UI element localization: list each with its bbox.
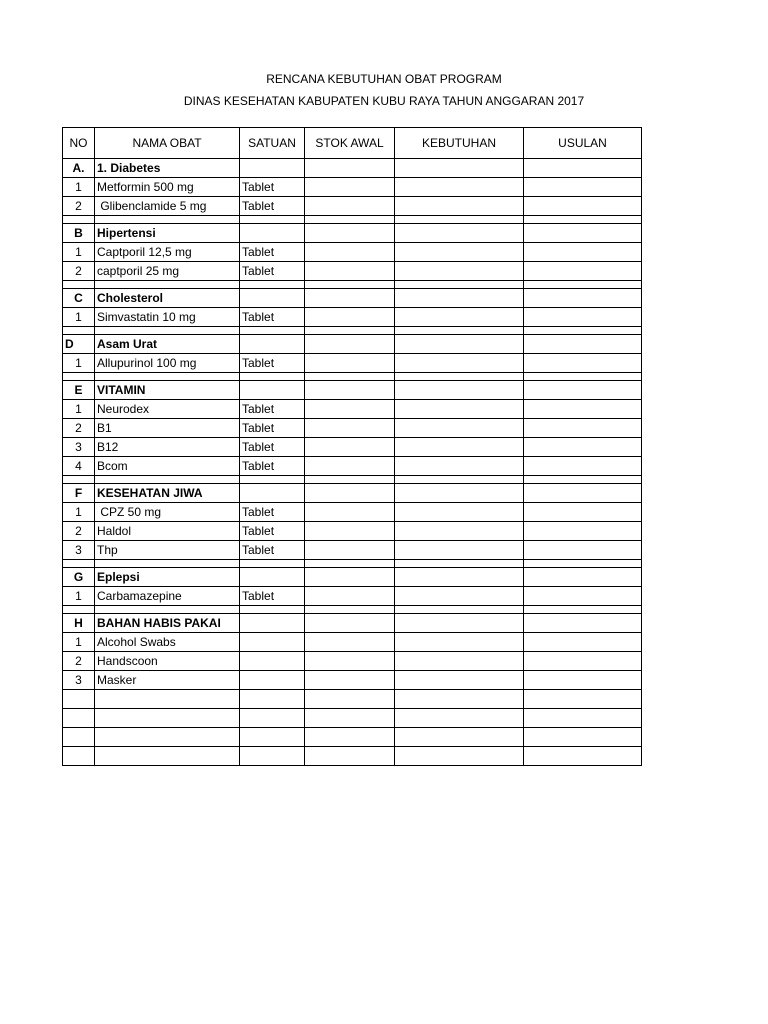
table-row bbox=[63, 178, 642, 197]
usulan-cell bbox=[524, 308, 642, 327]
stok-awal-cell bbox=[305, 438, 395, 457]
document-subtitle: DINAS KESEHATAN KABUPATEN KUBU RAYA TAHUN ANGGARAN 2017 bbox=[183, 94, 585, 108]
table-row bbox=[63, 197, 642, 216]
unit-cell bbox=[240, 381, 305, 400]
usulan-cell bbox=[524, 400, 642, 419]
spacer-row bbox=[63, 373, 642, 381]
row-number: 1 bbox=[63, 633, 95, 652]
table-row bbox=[63, 652, 642, 671]
unit-cell bbox=[240, 652, 305, 671]
empty-cell bbox=[95, 747, 240, 766]
empty-cell bbox=[524, 709, 642, 728]
unit-cell: Tablet bbox=[240, 438, 305, 457]
empty-cell bbox=[240, 476, 305, 484]
empty-cell bbox=[63, 747, 95, 766]
unit-cell: Tablet bbox=[240, 197, 305, 216]
kebutuhan-cell bbox=[395, 503, 524, 522]
medicine-name: Cholesterol bbox=[95, 289, 240, 308]
medicine-name: VITAMIN bbox=[95, 381, 240, 400]
empty-cell bbox=[524, 690, 642, 709]
unit-cell bbox=[240, 484, 305, 503]
stok-awal-cell bbox=[305, 159, 395, 178]
table-row bbox=[63, 308, 642, 327]
table-row bbox=[63, 419, 642, 438]
table-row bbox=[63, 633, 642, 652]
usulan-cell bbox=[524, 197, 642, 216]
empty-cell bbox=[240, 709, 305, 728]
usulan-cell bbox=[524, 503, 642, 522]
empty-cell bbox=[524, 747, 642, 766]
row-number: 1 bbox=[63, 308, 95, 327]
row-number: 1 bbox=[63, 178, 95, 197]
row-number: 2 bbox=[63, 652, 95, 671]
row-number: H bbox=[63, 614, 95, 633]
empty-cell bbox=[240, 560, 305, 568]
blank-row bbox=[63, 690, 642, 709]
medicine-name: Eplepsi bbox=[95, 568, 240, 587]
kebutuhan-cell bbox=[395, 308, 524, 327]
medicine-name: Masker bbox=[95, 671, 240, 690]
empty-cell bbox=[395, 690, 524, 709]
usulan-cell bbox=[524, 289, 642, 308]
stok-awal-cell bbox=[305, 335, 395, 354]
usulan-cell bbox=[524, 354, 642, 373]
empty-cell bbox=[305, 281, 395, 289]
kebutuhan-cell bbox=[395, 197, 524, 216]
usulan-cell bbox=[524, 381, 642, 400]
empty-cell bbox=[63, 476, 95, 484]
unit-cell: Tablet bbox=[240, 522, 305, 541]
empty-cell bbox=[395, 327, 524, 335]
unit-cell bbox=[240, 335, 305, 354]
usulan-cell bbox=[524, 484, 642, 503]
blank-row bbox=[63, 709, 642, 728]
stok-awal-cell bbox=[305, 178, 395, 197]
spacer-row bbox=[63, 281, 642, 289]
empty-cell bbox=[63, 216, 95, 224]
row-number: 2 bbox=[63, 419, 95, 438]
empty-cell bbox=[395, 747, 524, 766]
empty-cell bbox=[524, 216, 642, 224]
unit-cell: Tablet bbox=[240, 308, 305, 327]
stok-awal-cell bbox=[305, 522, 395, 541]
row-number: 3 bbox=[63, 541, 95, 560]
kebutuhan-cell bbox=[395, 522, 524, 541]
usulan-cell bbox=[524, 419, 642, 438]
table-row bbox=[63, 522, 642, 541]
usulan-cell bbox=[524, 671, 642, 690]
blank-row bbox=[63, 728, 642, 747]
kebutuhan-cell bbox=[395, 289, 524, 308]
stok-awal-cell bbox=[305, 633, 395, 652]
unit-cell: Tablet bbox=[240, 587, 305, 606]
empty-cell bbox=[395, 373, 524, 381]
row-number: B bbox=[63, 224, 95, 243]
document-title: RENCANA KEBUTUHAN OBAT PROGRAM bbox=[266, 72, 502, 86]
spacer-row bbox=[63, 216, 642, 224]
unit-cell: Tablet bbox=[240, 503, 305, 522]
empty-cell bbox=[305, 747, 395, 766]
empty-cell bbox=[240, 606, 305, 614]
empty-cell bbox=[95, 476, 240, 484]
medicine-name: captporil 25 mg bbox=[95, 262, 240, 281]
usulan-cell bbox=[524, 262, 642, 281]
empty-cell bbox=[240, 281, 305, 289]
empty-cell bbox=[95, 373, 240, 381]
section-row bbox=[63, 289, 642, 308]
empty-cell bbox=[240, 747, 305, 766]
stok-awal-cell bbox=[305, 541, 395, 560]
stok-awal-cell bbox=[305, 381, 395, 400]
row-number: C bbox=[63, 289, 95, 308]
empty-cell bbox=[95, 709, 240, 728]
stok-awal-cell bbox=[305, 484, 395, 503]
stok-awal-cell bbox=[305, 419, 395, 438]
empty-cell bbox=[63, 728, 95, 747]
stok-awal-cell bbox=[305, 308, 395, 327]
table-row bbox=[63, 438, 642, 457]
medicine-name: KESEHATAN JIWA bbox=[95, 484, 240, 503]
kebutuhan-cell bbox=[395, 243, 524, 262]
row-number: E bbox=[63, 381, 95, 400]
empty-cell bbox=[395, 216, 524, 224]
stok-awal-cell bbox=[305, 587, 395, 606]
empty-cell bbox=[395, 560, 524, 568]
unit-cell: Tablet bbox=[240, 178, 305, 197]
empty-cell bbox=[63, 709, 95, 728]
unit-cell bbox=[240, 289, 305, 308]
medicine-name: Metformin 500 mg bbox=[95, 178, 240, 197]
medicine-name: Glibenclamide 5 mg bbox=[95, 197, 240, 216]
row-number: 1 bbox=[63, 587, 95, 606]
row-number: G bbox=[63, 568, 95, 587]
empty-cell bbox=[95, 281, 240, 289]
section-row bbox=[63, 568, 642, 587]
header-kebutuhan: KEBUTUHAN bbox=[395, 128, 524, 159]
table-row bbox=[63, 243, 642, 262]
usulan-cell bbox=[524, 224, 642, 243]
table-row bbox=[63, 541, 642, 560]
medicine-needs-table bbox=[62, 127, 642, 766]
kebutuhan-cell bbox=[395, 159, 524, 178]
kebutuhan-cell bbox=[395, 178, 524, 197]
medicine-name: B12 bbox=[95, 438, 240, 457]
stok-awal-cell bbox=[305, 457, 395, 476]
empty-cell bbox=[240, 690, 305, 709]
empty-cell bbox=[305, 476, 395, 484]
stok-awal-cell bbox=[305, 400, 395, 419]
spacer-row bbox=[63, 560, 642, 568]
stok-awal-cell bbox=[305, 671, 395, 690]
header-no: NO bbox=[63, 128, 95, 159]
empty-cell bbox=[395, 728, 524, 747]
medicine-name: Simvastatin 10 mg bbox=[95, 308, 240, 327]
table-row bbox=[63, 457, 642, 476]
empty-cell bbox=[305, 373, 395, 381]
usulan-cell bbox=[524, 159, 642, 178]
empty-cell bbox=[240, 373, 305, 381]
empty-cell bbox=[63, 373, 95, 381]
empty-cell bbox=[524, 560, 642, 568]
stok-awal-cell bbox=[305, 568, 395, 587]
unit-cell bbox=[240, 159, 305, 178]
section-row bbox=[63, 335, 642, 354]
row-number: 3 bbox=[63, 671, 95, 690]
usulan-cell bbox=[524, 568, 642, 587]
medicine-name: Bcom bbox=[95, 457, 240, 476]
table-row bbox=[63, 354, 642, 373]
empty-cell bbox=[395, 281, 524, 289]
medicine-name: Haldol bbox=[95, 522, 240, 541]
unit-cell: Tablet bbox=[240, 419, 305, 438]
empty-cell bbox=[524, 327, 642, 335]
empty-cell bbox=[305, 560, 395, 568]
table-row bbox=[63, 587, 642, 606]
kebutuhan-cell bbox=[395, 484, 524, 503]
unit-cell bbox=[240, 671, 305, 690]
unit-cell: Tablet bbox=[240, 243, 305, 262]
stok-awal-cell bbox=[305, 503, 395, 522]
kebutuhan-cell bbox=[395, 262, 524, 281]
empty-cell bbox=[95, 606, 240, 614]
usulan-cell bbox=[524, 522, 642, 541]
header-row bbox=[63, 128, 642, 159]
row-number: 2 bbox=[63, 522, 95, 541]
table-row bbox=[63, 400, 642, 419]
empty-cell bbox=[63, 606, 95, 614]
stok-awal-cell bbox=[305, 614, 395, 633]
unit-cell: Tablet bbox=[240, 400, 305, 419]
header-satuan: SATUAN bbox=[240, 128, 305, 159]
empty-cell bbox=[95, 728, 240, 747]
section-row bbox=[63, 159, 642, 178]
row-number: 2 bbox=[63, 262, 95, 281]
medicine-name: Neurodex bbox=[95, 400, 240, 419]
unit-cell bbox=[240, 568, 305, 587]
section-row bbox=[63, 614, 642, 633]
empty-cell bbox=[524, 281, 642, 289]
usulan-cell bbox=[524, 335, 642, 354]
row-number: 1 bbox=[63, 503, 95, 522]
usulan-cell bbox=[524, 614, 642, 633]
stok-awal-cell bbox=[305, 197, 395, 216]
kebutuhan-cell bbox=[395, 381, 524, 400]
usulan-cell bbox=[524, 633, 642, 652]
section-row bbox=[63, 224, 642, 243]
usulan-cell bbox=[524, 178, 642, 197]
empty-cell bbox=[63, 690, 95, 709]
row-number: 3 bbox=[63, 438, 95, 457]
kebutuhan-cell bbox=[395, 400, 524, 419]
spacer-row bbox=[63, 476, 642, 484]
kebutuhan-cell bbox=[395, 568, 524, 587]
usulan-cell bbox=[524, 541, 642, 560]
medicine-name: Thp bbox=[95, 541, 240, 560]
table-row bbox=[63, 671, 642, 690]
row-number: 1 bbox=[63, 400, 95, 419]
spacer-row bbox=[63, 327, 642, 335]
spacer-row bbox=[63, 606, 642, 614]
stok-awal-cell bbox=[305, 354, 395, 373]
unit-cell: Tablet bbox=[240, 541, 305, 560]
section-row bbox=[63, 484, 642, 503]
empty-cell bbox=[240, 216, 305, 224]
usulan-cell bbox=[524, 243, 642, 262]
blank-row bbox=[63, 747, 642, 766]
kebutuhan-cell bbox=[395, 671, 524, 690]
medicine-name: CPZ 50 mg bbox=[95, 503, 240, 522]
header-nama-obat: NAMA OBAT bbox=[95, 128, 240, 159]
kebutuhan-cell bbox=[395, 652, 524, 671]
medicine-name: 1. Diabetes bbox=[95, 159, 240, 178]
usulan-cell bbox=[524, 438, 642, 457]
unit-cell bbox=[240, 614, 305, 633]
empty-cell bbox=[95, 690, 240, 709]
empty-cell bbox=[63, 281, 95, 289]
kebutuhan-cell bbox=[395, 541, 524, 560]
row-number: A. bbox=[63, 159, 95, 178]
medicine-name: Alcohol Swabs bbox=[95, 633, 240, 652]
stok-awal-cell bbox=[305, 262, 395, 281]
empty-cell bbox=[95, 560, 240, 568]
medicine-name: Allupurinol 100 mg bbox=[95, 354, 240, 373]
stok-awal-cell bbox=[305, 224, 395, 243]
table-body bbox=[63, 159, 642, 766]
medicine-name: Carbamazepine bbox=[95, 587, 240, 606]
medicine-name: BAHAN HABIS PAKAI bbox=[95, 614, 240, 633]
medicine-name: Asam Urat bbox=[95, 335, 240, 354]
empty-cell bbox=[63, 560, 95, 568]
empty-cell bbox=[305, 690, 395, 709]
empty-cell bbox=[305, 606, 395, 614]
stok-awal-cell bbox=[305, 243, 395, 262]
unit-cell: Tablet bbox=[240, 262, 305, 281]
kebutuhan-cell bbox=[395, 614, 524, 633]
row-number: D bbox=[63, 335, 95, 354]
usulan-cell bbox=[524, 587, 642, 606]
empty-cell bbox=[305, 327, 395, 335]
empty-cell bbox=[395, 606, 524, 614]
kebutuhan-cell bbox=[395, 438, 524, 457]
table-row bbox=[63, 262, 642, 281]
empty-cell bbox=[240, 728, 305, 747]
usulan-cell bbox=[524, 652, 642, 671]
empty-cell bbox=[240, 327, 305, 335]
row-number: 1 bbox=[63, 354, 95, 373]
row-number: 4 bbox=[63, 457, 95, 476]
empty-cell bbox=[305, 216, 395, 224]
medicine-name: Handscoon bbox=[95, 652, 240, 671]
empty-cell bbox=[305, 728, 395, 747]
kebutuhan-cell bbox=[395, 457, 524, 476]
stok-awal-cell bbox=[305, 289, 395, 308]
kebutuhan-cell bbox=[395, 224, 524, 243]
empty-cell bbox=[95, 327, 240, 335]
empty-cell bbox=[524, 373, 642, 381]
empty-cell bbox=[524, 728, 642, 747]
kebutuhan-cell bbox=[395, 633, 524, 652]
row-number: F bbox=[63, 484, 95, 503]
empty-cell bbox=[524, 476, 642, 484]
kebutuhan-cell bbox=[395, 587, 524, 606]
row-number: 2 bbox=[63, 197, 95, 216]
empty-cell bbox=[395, 709, 524, 728]
unit-cell bbox=[240, 633, 305, 652]
unit-cell: Tablet bbox=[240, 354, 305, 373]
empty-cell bbox=[395, 476, 524, 484]
stok-awal-cell bbox=[305, 652, 395, 671]
kebutuhan-cell bbox=[395, 335, 524, 354]
empty-cell bbox=[63, 327, 95, 335]
unit-cell bbox=[240, 224, 305, 243]
header-usulan: USULAN bbox=[524, 128, 642, 159]
table-row bbox=[63, 503, 642, 522]
empty-cell bbox=[95, 216, 240, 224]
section-row bbox=[63, 381, 642, 400]
row-number: 1 bbox=[63, 243, 95, 262]
empty-cell bbox=[305, 709, 395, 728]
medicine-name: Hipertensi bbox=[95, 224, 240, 243]
usulan-cell bbox=[524, 457, 642, 476]
header-stok-awal: STOK AWAL bbox=[305, 128, 395, 159]
kebutuhan-cell bbox=[395, 354, 524, 373]
unit-cell: Tablet bbox=[240, 457, 305, 476]
medicine-name: B1 bbox=[95, 419, 240, 438]
document-header bbox=[0, 68, 768, 112]
empty-cell bbox=[524, 606, 642, 614]
kebutuhan-cell bbox=[395, 419, 524, 438]
medicine-name: Captporil 12,5 mg bbox=[95, 243, 240, 262]
